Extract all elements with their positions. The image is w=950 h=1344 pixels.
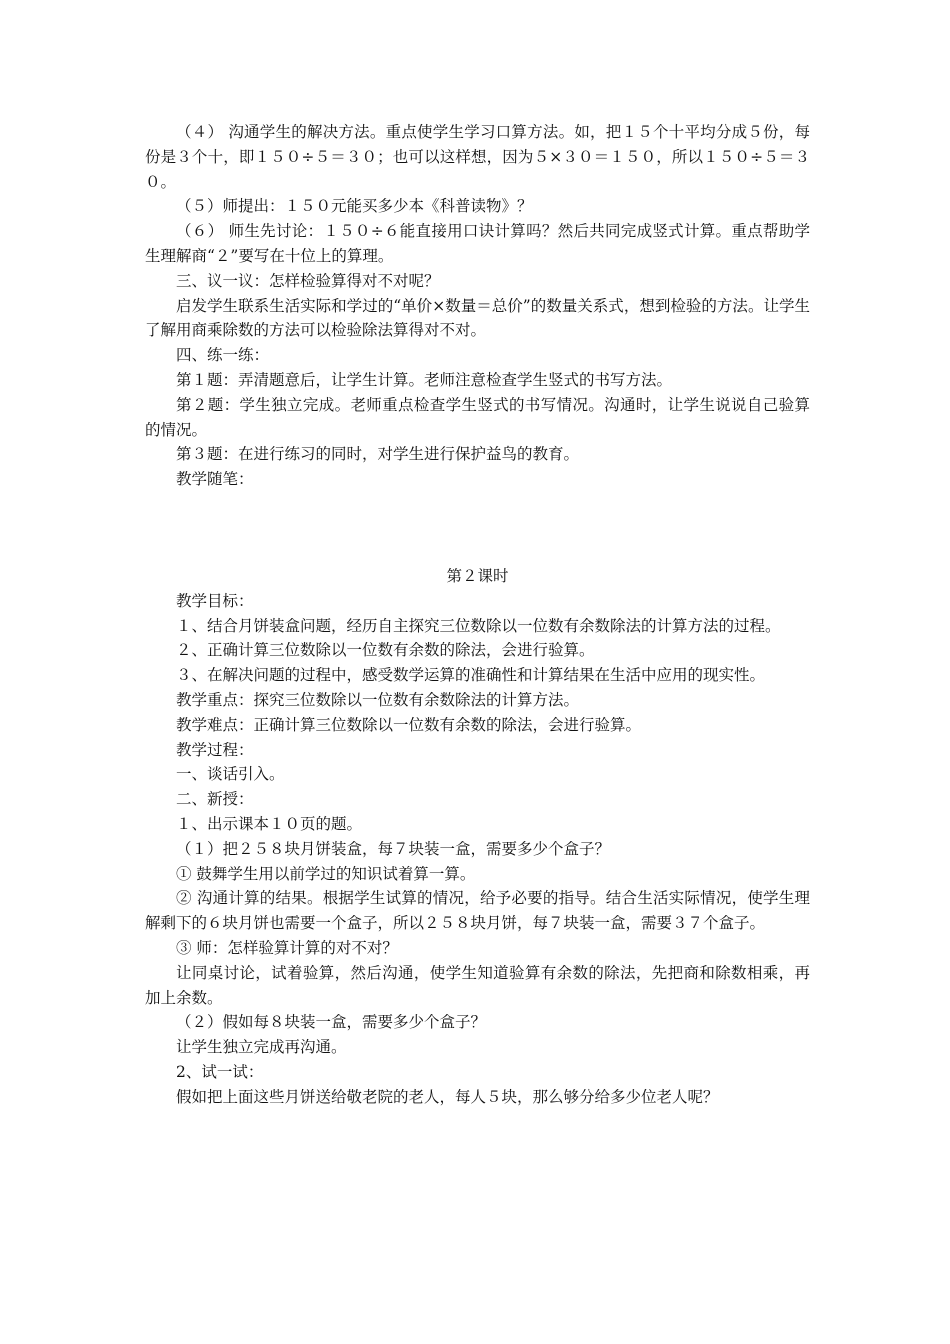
section-heading: 教学过程： bbox=[176, 740, 254, 759]
blank-space bbox=[145, 492, 810, 564]
paragraph: ３、在解决问题的过程中，感受数学运算的准确性和计算结果在生活中应用的现实性。 bbox=[176, 666, 766, 685]
section-heading: 二、新授： bbox=[176, 790, 254, 809]
section-heading: 2、试一试： bbox=[176, 1062, 264, 1081]
section-heading: 一、谈话引入。 bbox=[176, 765, 285, 784]
paragraph: 让学生独立完成再沟通。 bbox=[176, 1038, 347, 1057]
notes-label: 教学随笔： bbox=[176, 470, 254, 489]
document-body bbox=[145, 120, 810, 1109]
paragraph: （６） 师生先讨论：１５０÷６能直接用口诀计算吗？然后共同完成竖式计算。重点帮助学生理解商“２”要写在十位上的算理。 bbox=[145, 222, 810, 265]
paragraph: ② 沟通计算的结果。根据学生试算的情况，给予必要的指导。结合生活实际情况，使学生理解剩下的６块月饼也需要一个盒子，所以２５８块月饼，每７块装一盒，需要３７个盒子。 bbox=[145, 889, 810, 933]
paragraph: ③ 师：怎样验算计算的对不对？ bbox=[176, 938, 398, 957]
lesson-title: 第２课时 bbox=[446, 566, 509, 585]
paragraph: 第１题：弄清题意后，让学生计算。老师注意检查学生竖式的书写方法。 bbox=[176, 370, 673, 389]
paragraph: 启发学生联系生活实际和学过的“单价×数量＝总价”的数量关系式，想到检验的方法。让学生了解用商乘除数的方法可以检验除法算得对不对。 bbox=[145, 296, 810, 340]
paragraph: （１）把２５８块月饼装盒，每７块装一盒，需要多少个盒子？ bbox=[176, 839, 611, 858]
paragraph: 假如把上面这些月饼送给敬老院的老人，每人５块，那么够分给多少位老人呢？ bbox=[176, 1087, 719, 1106]
paragraph: 教学难点：正确计算三位数除以一位数有余数的除法，会进行验算。 bbox=[176, 715, 642, 734]
paragraph: ① 鼓舞学生用以前学过的知识试着算一算。 bbox=[176, 864, 476, 883]
paragraph: １、出示课本１０页的题。 bbox=[176, 814, 363, 833]
paragraph: 第２题：学生独立完成。老师重点检查学生竖式的书写情况。沟通时，让学生说说自己验算的情况。 bbox=[145, 395, 810, 439]
paragraph: 教学重点：探究三位数除以一位数有余数除法的计算方法。 bbox=[176, 690, 580, 709]
paragraph: １、结合月饼装盒问题，经历自主探究三位数除以一位数有余数除法的计算方法的过程。 bbox=[176, 616, 781, 635]
paragraph: （５）师提出：１５０元能买多少本《科普读物》？ bbox=[176, 197, 533, 216]
paragraph: ２、正确计算三位数除以一位数有余数的除法，会进行验算。 bbox=[176, 641, 595, 660]
paragraph: （２）假如每８块装一盒，需要多少个盒子？ bbox=[176, 1013, 487, 1032]
paragraph: 让同桌讨论，试着验算，然后沟通，使学生知道验算有余数的除法，先把商和除数相乘，再加上余数。 bbox=[145, 963, 810, 1007]
paragraph: （４） 沟通学生的解决方法。重点使学生学习口算方法。如，把１５个十平均分成５份，每份是３个十，即１５０÷５＝３０；也可以这样想，因为５×３０＝１５０，所以１５０÷５＝３０。 bbox=[145, 123, 810, 191]
section-heading: 三、议一议：怎样检验算得对不对呢？ bbox=[176, 271, 440, 290]
section-heading: 四、练一练： bbox=[176, 346, 270, 365]
section-heading: 教学目标： bbox=[176, 591, 254, 610]
paragraph: 第３题：在进行练习的同时，对学生进行保护益鸟的教育。 bbox=[176, 445, 580, 464]
